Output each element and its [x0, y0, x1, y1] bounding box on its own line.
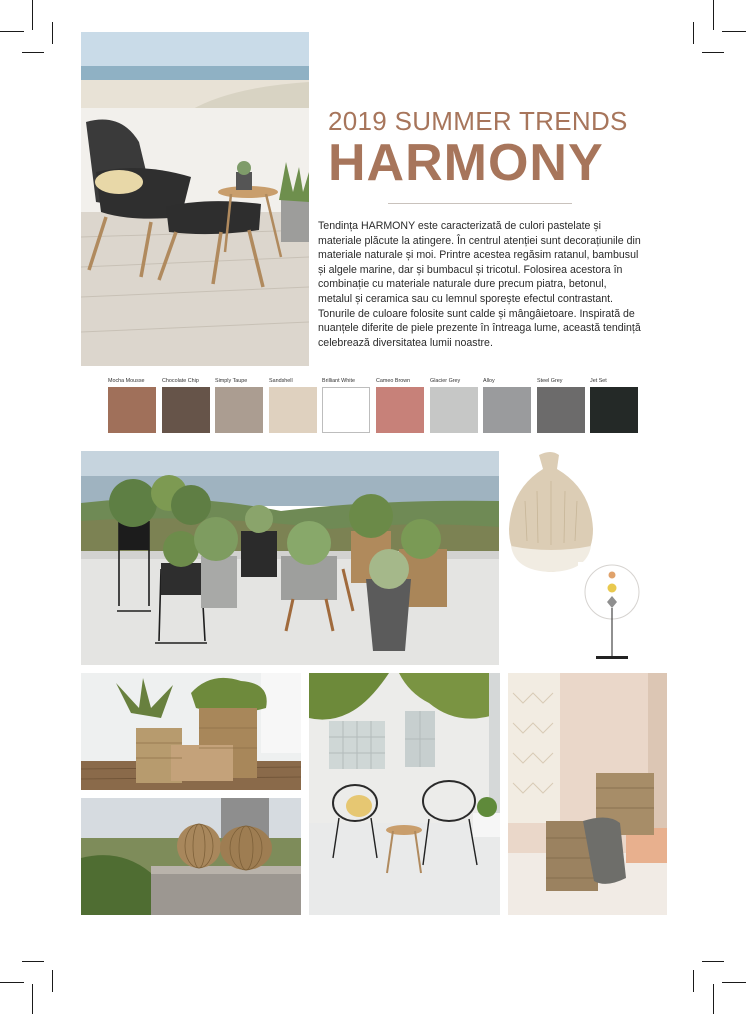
color-swatch-label: Steel Grey — [537, 378, 563, 384]
photo-baskets-deck — [81, 673, 301, 790]
color-swatch-chip — [162, 387, 210, 433]
photo-rattan-lanterns — [81, 798, 301, 915]
page-title: HARMONY — [328, 134, 604, 192]
color-swatch-chip — [590, 387, 638, 433]
color-swatch-chip — [483, 387, 531, 433]
photo-planters-terrace — [81, 451, 499, 665]
color-swatch — [376, 376, 424, 433]
color-swatch-label: Alloy — [483, 378, 495, 384]
color-swatch — [162, 376, 210, 433]
crop-mark — [713, 984, 714, 1014]
trend-description: Tendința HARMONY este caracterizată de culori pastelate și materiale plăcute la atingere. În centrul atenției sunt decorațiunile din materiale naturale și moi. Printre acestea regăsim ratanul, bambusul și algele marine, dar și bumbacul și tricotul. Folosirea acestora în combinație cu materiale naturale dure precum piatra, betonul, metalul și ceramica sau cu lemnul sporește efectul contrastant. Tonurile de culoare folosite sunt calde și mângâietoare. Inspirată de nuanțele diferite de piele prezente în întreaga lume, această tendință celebrează diversitatea lumii noastre. — [318, 220, 641, 349]
color-swatch-label: Glacier Grey — [430, 378, 461, 384]
crop-mark — [693, 970, 694, 992]
color-swatch-label: Sandshell — [269, 378, 293, 384]
photo-ceramic-vase — [505, 451, 597, 576]
color-swatch — [430, 376, 478, 433]
color-swatch-label: Mocha Mousse — [108, 378, 145, 384]
crop-mark — [22, 961, 44, 962]
crop-mark — [0, 31, 24, 32]
title-divider — [388, 203, 572, 204]
color-swatch-label: Simply Taupe — [215, 378, 248, 384]
color-swatch-chip — [430, 387, 478, 433]
color-swatch — [108, 376, 156, 433]
crop-mark — [693, 22, 694, 44]
color-swatch — [322, 376, 370, 433]
color-swatch-chip — [215, 387, 263, 433]
crop-mark — [32, 984, 33, 1014]
photo-terrace-chair — [81, 32, 309, 366]
crop-mark — [722, 31, 746, 32]
color-swatch — [269, 376, 317, 433]
color-swatch-chip — [537, 387, 585, 433]
color-swatch — [215, 376, 263, 433]
color-swatch-chip — [108, 387, 156, 433]
crop-mark — [0, 982, 24, 983]
color-swatch — [537, 376, 585, 433]
crop-mark — [32, 0, 33, 30]
crop-mark — [52, 970, 53, 992]
crop-mark — [722, 982, 746, 983]
photo-interior-baskets — [508, 673, 667, 915]
photo-patio-chairs — [309, 673, 500, 915]
crop-mark — [702, 52, 724, 53]
crop-mark — [702, 961, 724, 962]
color-swatch-label: Chocolate Chip — [162, 378, 199, 384]
color-swatch — [590, 376, 638, 433]
color-swatch-label: Brilliant White — [322, 378, 355, 384]
crop-mark — [52, 22, 53, 44]
color-swatch-chip — [376, 387, 424, 433]
color-swatch — [483, 376, 531, 433]
crop-mark — [713, 0, 714, 30]
page-subtitle: 2019 SUMMER TRENDS — [328, 106, 628, 136]
photo-ornament-stand — [578, 562, 648, 662]
color-swatch-chip — [269, 387, 317, 433]
crop-mark — [22, 52, 44, 53]
color-swatch-label: Cameo Brown — [376, 378, 411, 384]
color-swatch-label: Jet Set — [590, 378, 607, 384]
color-swatch-chip — [322, 387, 370, 433]
